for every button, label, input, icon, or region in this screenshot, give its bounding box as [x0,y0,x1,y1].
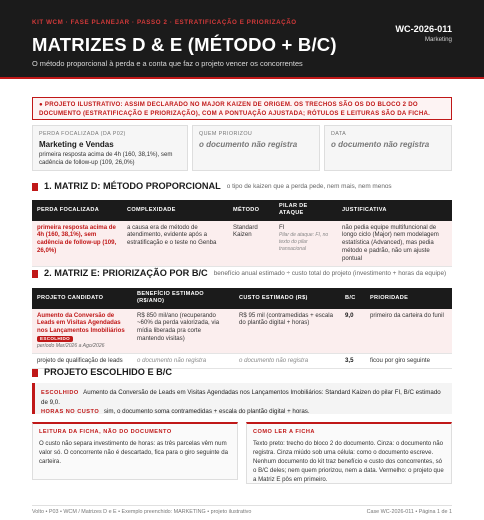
table-row [32,309,452,354]
table-header-row [32,200,452,221]
reading-panel-body: O custo não separa investimento de horas: as três parcelas vêm num valor só. O concorrente não é descartado, fica para o giro seguinte da carteira. [39,440,229,465]
hours-text: sim, o documento soma contramedidas + escala do plantão digital + horas. [103,408,310,416]
benefit-cell: R$ 850 mil/ano (recuperando ~60% da perda valorizada, via mídia liberada pra corte mantendo visitas) [132,309,234,354]
document-id: WC-2026-011 [395,24,452,34]
column-header: PERDA FOCALIZADA [32,200,122,221]
column-header: PRIORIDADE [365,288,452,309]
footer-left: Volto • P03 • WCM / Matrizes D e E • Exemplo preenchido: MARKETING • projeto ilustrativo [32,509,252,515]
section-marker [32,369,38,377]
pillar-note: Pilar de ataque: FI, no texto do pilar transacional [279,232,329,252]
prioritized-by-label: QUEM PRIORIZOU [199,131,253,137]
how-to-read-body: Texto preto: trecho do bloco 2 do documento. Cinza: o documento não registra. Cinza miúdo sob uma célula: como o documento escreve. Nenhum documento do kit traz benefício e custo dos concorrentes, só o B/C deles; nem quem priorizou, nem a data. Vermelho: o projeto que a Matriz E pôs em primeiro. [253,440,444,483]
section-title: PROJETO ESCOLHIDO E B/C [44,367,172,377]
section-title: 2. MATRIZ E: PRIORIZAÇÃO POR B/C [44,268,208,278]
section-chosen-project [32,367,172,379]
column-header: CUSTO ESTIMADO (R$) [234,288,340,309]
date-value: o documento não registra [331,140,430,150]
table-row [32,353,452,368]
document-category: Marketing [424,36,452,43]
bc-cell: 3,5 [340,353,365,368]
matrix-e-table [32,288,452,369]
header-kicker: KIT WCM · FASE PLANEJAR · PASSO 2 · ESTRATIFICAÇÃO E PRIORIZAÇÃO [32,19,297,26]
page-title: MATRIZES D & E (MÉTODO + B/C) [32,34,337,55]
project-cell: projeto de qualificação de leads [32,353,132,368]
page-subtitle: O método proporcional à perda e a conta que faz o projeto vencer os concorrentes [32,59,303,68]
chosen-badge: ESCOLHIDO [37,336,73,342]
section-description: benefício anual estimado ÷ custo total do projeto (investimento + horas da equipe) [213,269,447,277]
focused-loss-box [32,125,188,171]
illustrative-note: ● PROJETO ILUSTRATIVO: ASSIM DECLARADO NO MAJOR KAIZEN DE ORIGEM. OS TRECHOS SÃO OS DO BLOCO 2 DO DOCUMENTO (ESTRATIFICAÇÃO E PRIORIZAÇÃO), COM A PONTUAÇÃO AJUSTADA; RÓTULOS E LEITURAS SÃO DA FICHA. [32,97,452,120]
footer-right: Case WC-2026-011 • Página 1 de 1 [366,509,452,515]
column-header: B/C [340,288,365,309]
cost-cell: o documento não registra [234,353,340,368]
reading-panel-title: LEITURA DA FICHA, NÃO DO DOCUMENTO [39,429,172,435]
bc-cell: 9,0 [340,309,365,354]
cost-cell: R$ 95 mil (contramedidas + escala do plantão digital + horas) [234,309,340,354]
hours-label: HORAS NO CUSTO [41,409,100,416]
project-cell [32,309,132,354]
chosen-text: Aumento da Conversão de Leads em Visitas Agendadas nos Lançamentos Imobiliários: Standard Kaizen do pilar FI, B/C estimado de 9,0. [41,389,441,406]
chosen-line [41,388,446,407]
section-marker [32,183,38,191]
chosen-label: ESCOLHIDO [41,390,79,396]
section-matrix-d [32,181,392,193]
column-header: BENEFÍCIO ESTIMADO (R$/ANO) [132,288,234,309]
table-row [32,221,452,267]
loss-cell: primeira resposta acima de 4h (160, 38,1%), sem cadência de follow-up (109, 26,0%) [32,221,122,267]
column-header: PROJETO CANDIDATO [32,288,132,309]
hours-line [41,407,446,417]
how-to-read-title: COMO LER A FICHA [253,429,315,435]
prioritized-by-box [192,125,320,171]
date-box [324,125,452,171]
complexity-cell: a causa era de método de atendimento, evidente após a estratificação e o teste no Genba [122,221,228,267]
prioritized-by-value: o documento não registra [199,140,298,150]
column-header: MÉTODO [228,200,274,221]
project-name: Aumento da Conversão de Leads em Visitas Agendadas nos Lançamentos Imobiliários [37,311,125,335]
table-header-row [32,288,452,309]
priority-cell: primeiro da carteira do funil [365,309,452,354]
pillar-cell [274,221,337,267]
focused-loss-value: Marketing e Vendas [39,140,114,150]
priority-cell: ficou por giro seguinte [365,353,452,368]
section-matrix-e [32,268,446,280]
column-header: COMPLEXIDADE [122,200,228,221]
focused-loss-label: PERDA FOCALIZADA (DA P02) [39,131,126,137]
method-cell: Standard Kaizen [228,221,274,267]
matrix-d-table [32,200,452,267]
section-description: o tipo de kaizen que a perda pede, nem mais, nem menos [226,182,392,190]
how-to-read-panel [246,422,452,484]
column-header: PILAR DE ATAQUE [274,200,337,221]
justification-cell: não pedia equipe multifuncional de longo ciclo (Major) nem modelagem estatística (Advanced), mas pedia método e padrão, não um ajuste pontual [337,221,452,267]
section-title: 1. MATRIZ D: MÉTODO PROPORCIONAL [44,181,221,191]
date-label: DATA [331,131,347,137]
focused-loss-detail: primeira resposta acima de 4h (160, 38,1%), sem cadência de follow-up (109, 26,0%) [39,151,173,167]
chosen-project-box [32,383,452,414]
project-period: período Mar/2026 a Ago/2026 [37,343,105,350]
footer-divider [32,505,452,506]
column-header: JUSTIFICATIVA [337,200,452,221]
pillar-value: FI [279,223,285,231]
page-header [0,0,484,79]
section-marker [32,270,38,278]
reading-panel [32,422,238,480]
benefit-cell: o documento não registra [132,353,234,368]
